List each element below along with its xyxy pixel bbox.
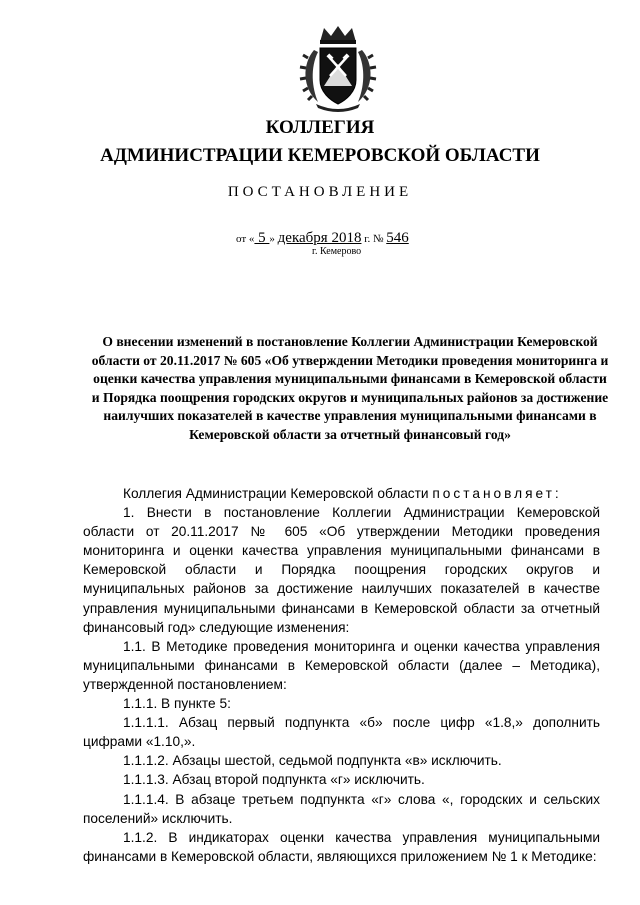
date-number-line <box>236 230 409 247</box>
body-paragraph: 1.1.1. В пункте 5: <box>123 696 231 712</box>
body-paragraph: 1.1. В Методике проведения мониторинга и оценки качества управления муниципальными финансами в Кемеровской области (далее – Методика), утвержденной постановлением: <box>83 638 600 692</box>
date-mid: » <box>269 233 278 245</box>
document-body <box>83 484 600 866</box>
body-paragraph: 1.1.1.1. Абзац первый подпункта «б» после цифр «1.8,» дополнить цифрами «1.10,». <box>83 715 600 750</box>
date-year-suffix: г. № <box>361 233 387 245</box>
document-type: ПОСТАНОВЛЕНИЕ <box>227 184 413 200</box>
body-paragraph: 1.1.2. В индикаторах оценки качества управления муниципальными финансами в Кемеровской области, являющихся приложением № 1 к Методике: <box>83 829 600 864</box>
body-paragraph: 1. Внести в постановление Коллегии Администрации Кемеровской области от 20.11.2017 № 605 «Об утверждении Методики проведения мониторинга и оценки качества управления муниципальными финансами в Кемеровской области и Порядка поощрения городских округов и муниципальных районов за достижение наилучших показателей в качестве управления муниципальными финансами в Кемеровской области за отчетный финансовый год» следующие изменения: <box>83 505 600 635</box>
intro-prefix: Коллегия Администрации Кемеровской области <box>123 486 433 501</box>
body-paragraph: 1.1.1.4. В абзаце третьем подпункта «г» слова «, городских и сельских поселений» исключить. <box>83 791 600 826</box>
document-number: 546 <box>386 230 409 246</box>
date-prefix: от « <box>236 233 255 245</box>
org-name-line2: АДМИНИСТРАЦИИ КЕМЕРОВСКОЙ ОБЛАСТИ <box>100 145 540 166</box>
document-title: О внесении изменений в постановление Коллегии Администрации Кемеровской области от 20.11.2017 № 605 «Об утверждении Методики проведения мониторинга и оценки качества управления муниципальными финансами в Кемеровской области и Порядка поощрения городских округов и муниципальных районов за достижение наилучших показателей в качестве управления муниципальными финансами в Кемеровской области за отчетный финансовый год» <box>91 334 609 442</box>
date-month-year: декабря 2018 <box>277 230 362 246</box>
body-paragraph: 1.1.1.2. Абзацы шестой, седьмой подпункта «в» исключить. <box>123 753 502 769</box>
body-paragraph: 1.1.1.3. Абзац второй подпункта «г» исключить. <box>123 772 425 788</box>
org-name-line1: КОЛЛЕГИЯ <box>265 117 375 138</box>
intro-paragraph <box>83 484 600 503</box>
coat-of-arms-icon <box>298 24 378 114</box>
intro-decree-word: постановляет: <box>432 486 562 501</box>
date-day: 5 <box>254 230 270 246</box>
city-name: г. Кемерово <box>312 246 362 257</box>
